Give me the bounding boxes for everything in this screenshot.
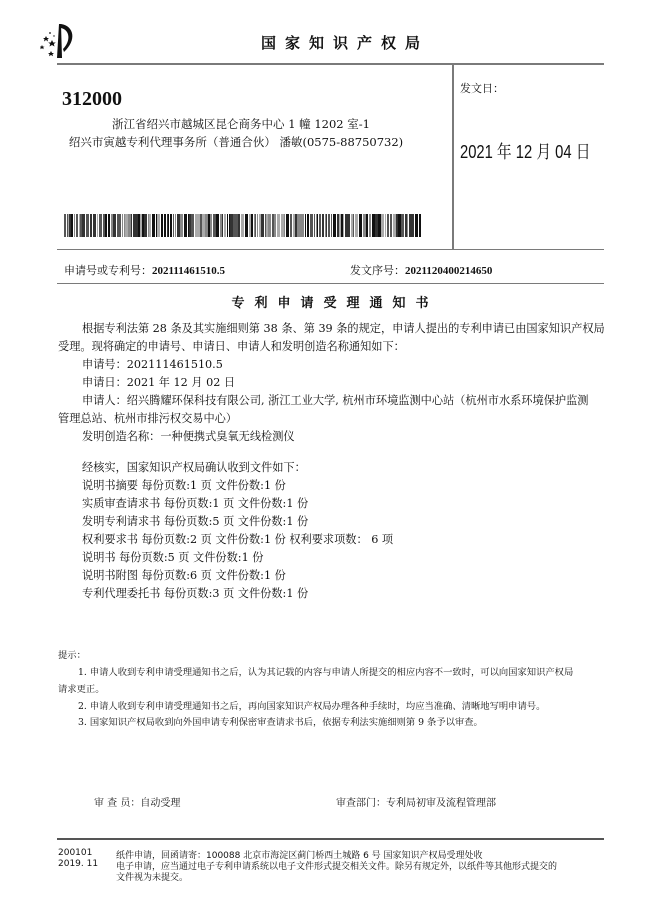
invention-title: 一种便携式臭氧无线检测仪 [160, 430, 295, 443]
note-2: 2. 申请人收到专利申请受理通知书之后，再向国家知识产权局办理各种手续时，均应当准确、清晰地写明申请号。 [78, 701, 546, 712]
vertical-divider [452, 63, 454, 249]
barcode-1 [64, 214, 213, 237]
file-item: 权利要求书 每份页数:2 页 文件份数:1 份 权利要求项数： 6 项 [82, 533, 394, 546]
department-label: 审查部门： [336, 798, 386, 809]
recipient-agency: 绍兴市寅越专利代理事务所（普通合伙） 潘敏(0575-88750732) [68, 135, 404, 149]
footer-line-3: 文件视为未提交。 [116, 873, 189, 883]
meta-top-divider [57, 249, 604, 250]
invention-title-label: 发明创造名称： [82, 430, 161, 443]
footer-line-2: 电子申请，应当通过电子专利申请系统以电子文件形式提交相关文件。除另有规定外，以纸件等其他形式提交的 [116, 862, 558, 872]
file-item: 实质审查请求书 每份页数:1 页 文件份数:1 份 [82, 497, 309, 510]
application-no-label: 申请号： [82, 358, 127, 371]
filing-date-row [82, 374, 235, 390]
application-number: 202111461510.5 [152, 265, 226, 277]
top-divider [57, 63, 604, 65]
serial-number-label: 发文序号： [350, 264, 405, 277]
note-3: 3. 国家知识产权局收到向外国申请专利保密审查请求书后，依据专利法实施细则第 9 条予以审查。 [78, 717, 483, 728]
file-item: 说明书附图 每份页数:6 页 文件份数:1 份 [82, 569, 286, 582]
filing-date: 2021 年 12 月 02 日 [126, 376, 236, 389]
application-no-row [82, 356, 223, 372]
applicant-row [82, 392, 589, 408]
application-number-label: 申请号或专利号： [64, 264, 152, 277]
department-row [336, 794, 496, 809]
application-no: 202111461510.5 [126, 358, 223, 371]
serial-number-row [350, 262, 492, 278]
document-title: 专利申请受理通知书 [231, 296, 439, 311]
intro-line-2: 受理。现将确定的申请号、申请日、申请人和发明创造名称通知如下： [58, 340, 405, 353]
examiner-label: 审 查 员： [94, 798, 141, 809]
file-item: 发明专利请求书 每份页数:5 页 文件份数:1 份 [82, 515, 309, 528]
note-1-continued: 请求更正。 [58, 684, 105, 695]
filing-date-label: 申请日： [82, 376, 127, 389]
footer-code-1: 200101 [58, 848, 93, 858]
send-date-value: 2021 年 12 月 04 日 [460, 142, 591, 162]
footer-divider [57, 838, 604, 840]
applicant: 绍兴腾耀环保科技有限公司, 浙江工业大学, 杭州市环境监测中心站（杭州市水系环境保护监测 [126, 394, 589, 407]
intro-line-1: 根据专利法第 28 条及其实施细则第 38 条、第 39 条的规定，申请人提出的专利申请已由国家知识产权局 [82, 322, 605, 335]
notes-heading: 提示： [58, 650, 86, 661]
recipient-address: 浙江省绍兴市越城区昆仑商务中心 1 幢 1202 室-1 [112, 117, 370, 131]
applicant-continued: 管理总站、杭州市排污权交易中心） [58, 412, 238, 425]
examiner: 自动受理 [140, 798, 181, 809]
agency-name: 国家知识产权局 [260, 34, 429, 52]
footer-line-1: 纸件申请，回函请寄：100088 北京市海淀区蓟门桥西土城路 6 号 国家知识产权局受理处收 [116, 851, 483, 861]
note-1: 1. 申请人收到专利申请受理通知书之后，认为其记载的内容与申请人所提交的相应内容不一致时，可以向国家知识产权局 [78, 667, 574, 678]
send-date-label: 发文日： [460, 82, 504, 95]
file-item: 说明书摘要 每份页数:1 页 文件份数:1 份 [82, 479, 286, 492]
serial-number: 2021120400214650 [405, 265, 493, 277]
postcode: 312000 [62, 88, 122, 110]
applicant-label: 申请人： [82, 394, 127, 407]
footer-code-2: 2019. 11 [58, 859, 99, 869]
verified-text: 经核实，国家知识产权局确认收到文件如下： [82, 461, 306, 474]
examiner-row [94, 794, 180, 809]
invention-title-row [82, 428, 295, 444]
application-number-row [64, 262, 225, 278]
file-item: 说明书 每份页数:5 页 文件份数:1 份 [82, 551, 264, 564]
title-top-divider [57, 283, 604, 284]
department: 专利局初审及流程管理部 [386, 798, 496, 809]
file-item: 专利代理委托书 每份页数:3 页 文件份数:1 份 [82, 587, 309, 600]
barcode-2 [213, 214, 422, 237]
